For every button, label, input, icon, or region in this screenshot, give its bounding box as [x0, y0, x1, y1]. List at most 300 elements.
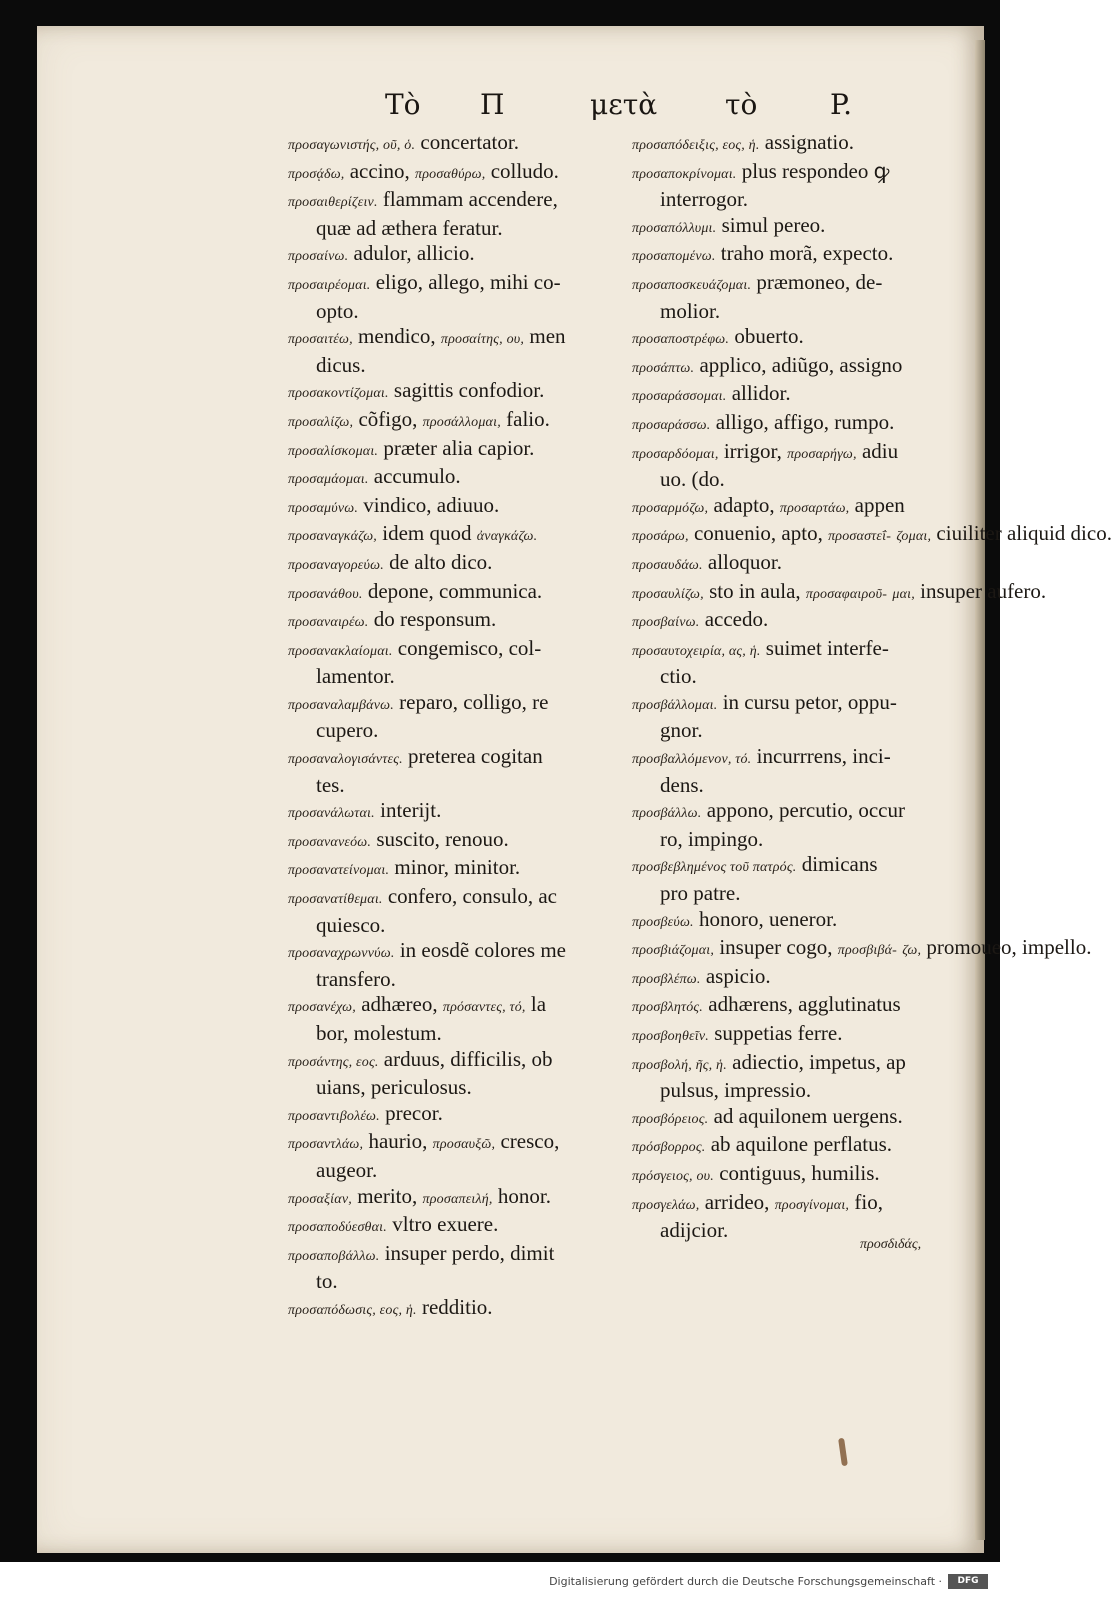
latin-gloss: confero, consulo, ac: [387, 884, 557, 909]
dictionary-entry: [632, 798, 976, 852]
latin-gloss: insuper aufero.: [920, 578, 1047, 603]
greek-headword: προσαιθερίζειν.: [288, 195, 378, 211]
greek-headword: προσαξίαν,: [288, 1191, 352, 1207]
latin-gloss: men: [529, 324, 566, 349]
greek-headword: προσβόρειος.: [632, 1111, 709, 1127]
greek-headword: ἀναγκάζω.: [476, 529, 538, 545]
entry-line: [288, 1158, 618, 1184]
latin-gloss: preterea cogitan: [408, 744, 543, 769]
dictionary-entry: [288, 324, 618, 378]
dictionary-entry: [288, 187, 618, 241]
entry-line: [632, 1218, 976, 1244]
dictionary-entry: [632, 744, 976, 798]
latin-gloss: uians, periculosus.: [316, 1075, 472, 1100]
latin-gloss: præter alia capior.: [383, 435, 535, 460]
dictionary-entry: [632, 992, 976, 1021]
entry-line: [632, 1078, 976, 1104]
greek-headword: προσαράσσω.: [632, 417, 711, 433]
dictionary-entry: [632, 607, 976, 636]
greek-headword: προσάρω,: [632, 529, 689, 545]
latin-gloss: quiesco.: [316, 912, 386, 937]
latin-gloss: honor.: [497, 1183, 551, 1208]
dictionary-entry: [632, 439, 976, 493]
dictionary-entry: [632, 521, 1112, 550]
entry-line: [632, 881, 976, 907]
latin-gloss: idem quod: [382, 521, 472, 546]
greek-headword: πρόσαντες, τό,: [442, 1000, 526, 1016]
greek-headword: προσαποσκευάζομαι.: [632, 277, 752, 293]
dictionary-entry: [632, 410, 976, 439]
greek-headword: προσαγωνιστής, οῦ, ὁ.: [288, 138, 416, 153]
latin-gloss: ciuiliter aliquid dico.: [936, 521, 1112, 546]
entry-line: [288, 299, 618, 325]
entry-line: [632, 1104, 976, 1133]
greek-headword: προσβεύω.: [632, 914, 694, 930]
latin-gloss: ab aquilone perflatus.: [710, 1132, 893, 1157]
latin-gloss: accedo.: [704, 607, 769, 632]
latin-gloss: adijcior.: [660, 1218, 729, 1243]
greek-headword: προσβάλλω.: [632, 806, 702, 822]
entry-line: [288, 353, 618, 379]
entry-line: [632, 852, 976, 881]
entry-line: [632, 521, 1112, 550]
entry-line: [632, 578, 1047, 608]
latin-gloss: obuerto.: [734, 324, 804, 349]
latin-gloss: suimet interfe-: [765, 635, 889, 660]
latin-gloss: opto.: [316, 298, 359, 323]
entry-line: [632, 773, 976, 799]
greek-headword: προσαπομένω.: [632, 249, 716, 265]
entry-line: [288, 493, 618, 522]
dictionary-entry: [632, 1132, 976, 1161]
latin-gloss: interrogor.: [660, 187, 749, 212]
running-head: [385, 88, 885, 128]
entry-line: [288, 1021, 618, 1047]
dictionary-entry: [288, 855, 618, 884]
entry-line: [288, 992, 618, 1021]
greek-headword: προσβαλλόμενον, τό.: [632, 752, 752, 768]
latin-gloss: cupero.: [316, 718, 379, 743]
entry-line: [288, 1241, 618, 1270]
latin-gloss: reparo, colligo, re: [399, 689, 549, 714]
latin-gloss: ro, impingo.: [660, 826, 764, 851]
entry-line: [632, 270, 976, 299]
dictionary-entry: [632, 852, 976, 906]
entry-line: [288, 130, 618, 159]
dictionary-entry: [288, 690, 618, 744]
entry-line: [288, 773, 618, 799]
footer-credit: Digitalisierung gefördert durch die Deutsche Forschungsgemeinschaft ·: [549, 1575, 942, 1588]
entry-line: [632, 827, 976, 853]
latin-gloss: insuper perdo, dimit: [384, 1240, 555, 1265]
greek-headword: προσαστεΐ-: [828, 529, 892, 545]
greek-headword: προσακοντίζομαι.: [288, 386, 389, 402]
greek-headword: προσβιβά-: [837, 943, 898, 959]
entry-line: [288, 884, 618, 913]
latin-gloss: do responsum.: [373, 607, 497, 632]
dictionary-entry: [632, 1190, 976, 1244]
greek-headword: προσαναγκάζω,: [288, 529, 377, 545]
entry-line: [632, 1050, 976, 1079]
dictionary-entry: [288, 1129, 618, 1183]
latin-gloss: promoueo, impello.: [926, 935, 1092, 960]
latin-gloss: bor, molestum.: [316, 1021, 442, 1045]
dictionary-entry: [632, 964, 976, 993]
latin-gloss: suppetias ferre.: [714, 1021, 843, 1045]
greek-headword: μαι,: [892, 586, 915, 602]
dictionary-entry: [288, 1184, 618, 1213]
entry-line: [288, 407, 618, 436]
greek-headword: προσβαίνω.: [632, 615, 700, 631]
dictionary-entry: [632, 690, 976, 744]
entry-line: [632, 664, 976, 690]
latin-gloss: accino,: [349, 158, 410, 183]
latin-gloss: eligo, allego, mihi co-: [375, 269, 561, 294]
dictionary-entry: [288, 436, 618, 465]
latin-gloss: arrideo,: [704, 1189, 770, 1214]
latin-gloss: transfero.: [316, 966, 396, 991]
dictionary-entry: [288, 270, 618, 324]
entry-line: [632, 493, 976, 522]
entry-line: [288, 550, 618, 579]
entry-line: [288, 378, 618, 407]
greek-headword: προσαρδόομαι,: [632, 446, 719, 462]
greek-headword: προσανανεόω.: [288, 834, 372, 850]
dictionary-entry: [632, 270, 976, 324]
greek-headword: προσαρτάω,: [779, 500, 850, 516]
greek-headword: ζω,: [902, 943, 922, 959]
entry-line: [632, 324, 976, 353]
entry-line: [288, 664, 618, 690]
entry-line: [288, 1129, 618, 1158]
latin-gloss: contiguus, humilis.: [719, 1160, 880, 1185]
greek-headword: πρόσγειος, ου.: [632, 1168, 714, 1184]
dictionary-entry: [288, 884, 618, 938]
greek-headword: προσαμάομαι.: [288, 472, 369, 488]
greek-headword: προσαναλαμβάνω.: [288, 697, 394, 713]
greek-headword: προσαπόλλυμι.: [632, 220, 717, 236]
latin-gloss: adiectio, impetus, ap: [732, 1049, 906, 1074]
greek-headword: προσαίνω.: [288, 249, 349, 265]
dictionary-entry: [632, 241, 976, 270]
right-column: [632, 130, 1112, 1244]
dictionary-entry: [632, 1021, 976, 1050]
entry-line: [288, 690, 618, 719]
latin-gloss: accumulo.: [373, 464, 461, 489]
latin-gloss: alloquor.: [707, 549, 782, 574]
dictionary-entry: [288, 1212, 618, 1241]
latin-gloss: plus respondeo ꝙ: [741, 158, 890, 183]
dictionary-entry: [288, 464, 618, 493]
dictionary-entry: [288, 1241, 618, 1295]
greek-headword: προσβολή, ῆς, ἡ.: [632, 1057, 727, 1073]
greek-headword: προσγελάω,: [632, 1197, 700, 1213]
latin-gloss: sto in aula,: [709, 578, 801, 603]
entry-line: [288, 187, 618, 216]
entry-line: [632, 213, 976, 242]
latin-gloss: congemisco, col-: [397, 635, 542, 660]
entry-line: [632, 381, 976, 410]
entry-line: [288, 967, 618, 993]
latin-gloss: incurrrens, inci-: [756, 744, 891, 769]
latin-gloss: simul pereo.: [721, 212, 826, 237]
greek-headword: προσαθύρω,: [415, 166, 486, 182]
entry-line: [632, 935, 1092, 964]
greek-headword: προσαυτοχειρία, ας, ἡ.: [632, 643, 761, 659]
greek-headword: προσάπτω.: [632, 360, 695, 376]
dictionary-entry: [632, 550, 976, 579]
dictionary-entry: [288, 827, 618, 856]
greek-headword: προσβοηθεῖν.: [632, 1029, 709, 1044]
latin-gloss: cõfigo,: [358, 406, 418, 431]
entry-line: [288, 159, 618, 188]
page-edge: [975, 40, 985, 1540]
entry-line: [288, 521, 618, 550]
entry-line: [632, 798, 976, 827]
dictionary-entry: [288, 521, 618, 550]
greek-headword: προσβλητός.: [632, 1000, 704, 1016]
dictionary-entry: [288, 607, 618, 636]
greek-headword: πρόσβορρος.: [632, 1140, 706, 1156]
latin-gloss: precor.: [385, 1100, 443, 1125]
greek-headword: προσβλέπω.: [632, 971, 701, 987]
latin-gloss: appono, percutio, occur: [706, 798, 905, 823]
greek-headword: προσαμύνω.: [288, 500, 359, 516]
latin-gloss: depone, communica.: [367, 578, 543, 603]
latin-gloss: irrigor,: [723, 438, 782, 463]
dictionary-entry: [632, 578, 1047, 608]
greek-headword: προσανέχω,: [288, 1000, 356, 1016]
latin-gloss: sagittis confodior.: [393, 378, 545, 403]
entry-line: [632, 187, 976, 213]
footer: [0, 1565, 1000, 1599]
entry-line: [288, 270, 618, 299]
latin-gloss: pulsus, impressio.: [660, 1078, 812, 1103]
dictionary-entry: [632, 636, 976, 690]
greek-headword: προσαποστρέφω.: [632, 332, 730, 348]
latin-gloss: adiu: [861, 438, 899, 463]
entry-line: [288, 216, 618, 242]
greek-headword: προσαιτέω,: [288, 332, 353, 348]
latin-gloss: quæ ad æthera feratur.: [316, 215, 503, 240]
latin-gloss: in eosdẽ colores me: [399, 938, 567, 963]
latin-gloss: uo. (do.: [660, 467, 725, 492]
latin-gloss: traho morã, expecto.: [720, 241, 894, 266]
greek-headword: προσαποβάλλω.: [288, 1248, 380, 1264]
latin-gloss: alligo, affigo, rumpo.: [715, 409, 895, 434]
latin-gloss: appen: [854, 492, 905, 517]
latin-gloss: vltro exuere.: [392, 1212, 499, 1237]
entry-line: [632, 1021, 976, 1050]
dictionary-entry: [288, 744, 618, 798]
entry-line: [632, 636, 976, 665]
entry-line: [288, 1101, 618, 1130]
entry-line: [288, 855, 618, 884]
entry-line: [288, 798, 618, 827]
running-head-segment: τὸ: [725, 88, 758, 121]
dictionary-entry: [288, 798, 618, 827]
latin-gloss: adhæreo,: [361, 992, 438, 1017]
latin-gloss: arduus, difficilis, ob: [383, 1046, 553, 1071]
entry-line: [632, 241, 976, 270]
entry-line: [632, 718, 976, 744]
latin-gloss: molior.: [660, 298, 721, 323]
greek-headword: προσᾴδω,: [288, 166, 345, 182]
latin-gloss: assignatio.: [764, 130, 855, 154]
latin-gloss: ad aquilonem uergens.: [713, 1103, 903, 1128]
dictionary-entry: [288, 938, 618, 992]
latin-gloss: honoro, ueneror.: [699, 906, 838, 931]
dictionary-entry: [632, 907, 976, 936]
dictionary-entry: [632, 1161, 976, 1190]
latin-gloss: dicus.: [316, 352, 366, 377]
latin-gloss: pro patre.: [660, 881, 741, 906]
entry-line: [632, 439, 976, 468]
greek-headword: προσανατίθεμαι.: [288, 892, 383, 908]
latin-gloss: insuper cogo,: [719, 935, 833, 960]
latin-gloss: falio.: [506, 406, 550, 431]
greek-headword: προσαντλάω,: [288, 1137, 364, 1153]
entry-line: [288, 1295, 618, 1324]
latin-gloss: in cursu petor, oppu-: [722, 689, 897, 714]
dfg-logo-icon: DFG: [948, 1574, 988, 1589]
entry-line: [288, 718, 618, 744]
running-head-segment: μετὰ: [590, 88, 658, 121]
dictionary-entry: [632, 493, 976, 522]
greek-headword: προσαποκρίνομαι.: [632, 166, 737, 182]
latin-gloss: allidor.: [731, 381, 791, 406]
latin-gloss: adapto,: [713, 492, 775, 517]
entry-line: [288, 324, 618, 353]
latin-gloss: colludo.: [490, 158, 559, 183]
entry-line: [288, 938, 618, 967]
left-column: [288, 130, 618, 1324]
entry-line: [288, 464, 618, 493]
greek-headword: προσανατείνομαι.: [288, 863, 390, 879]
latin-gloss: cresco,: [500, 1129, 560, 1154]
latin-gloss: de alto dico.: [389, 549, 493, 574]
dictionary-entry: [632, 324, 976, 353]
latin-gloss: ctio.: [660, 664, 697, 689]
dictionary-entry: [288, 1295, 618, 1324]
latin-gloss: adhærens, agglutinatus: [708, 992, 901, 1017]
greek-headword: προσαναγορεύω.: [288, 557, 384, 573]
latin-gloss: lamentor.: [316, 664, 395, 689]
latin-gloss: interijt.: [380, 798, 442, 823]
entry-line: [288, 579, 618, 608]
greek-headword: προσβιάζομαι,: [632, 943, 715, 959]
greek-headword: προσαπόδειξις, εος, ἡ.: [632, 138, 760, 153]
running-head-segment: Π: [480, 88, 505, 121]
dictionary-entry: [288, 407, 618, 436]
dictionary-entry: [288, 1047, 618, 1101]
latin-gloss: vindico, adiuuo.: [363, 492, 500, 517]
greek-headword: προσαναιρέω.: [288, 615, 369, 631]
entry-line: [288, 1269, 618, 1295]
dictionary-entry: [632, 159, 976, 213]
greek-headword: προσαιρέομαι.: [288, 277, 371, 293]
greek-headword: προσαίτης, ου,: [440, 332, 525, 348]
latin-gloss: minor, minitor.: [394, 855, 521, 880]
entry-line: [632, 607, 976, 636]
greek-headword: προσαρήγω,: [787, 446, 857, 462]
dictionary-entry: [288, 378, 618, 407]
entry-line: [632, 467, 976, 493]
dictionary-entry: [632, 213, 976, 242]
dictionary-entry: [632, 1050, 976, 1104]
greek-headword: προσαφαιροῦ-: [805, 586, 888, 602]
latin-gloss: gnor.: [660, 718, 703, 743]
dictionary-entry: [288, 550, 618, 579]
greek-headword: προσαράσσομαι.: [632, 389, 727, 405]
entry-line: [288, 607, 618, 636]
entry-line: [632, 299, 976, 325]
latin-gloss: dens.: [660, 772, 704, 797]
entry-line: [632, 130, 976, 159]
latin-gloss: fio,: [854, 1189, 883, 1214]
entry-line: [288, 744, 618, 773]
running-head-segment: Tὸ: [385, 88, 421, 121]
greek-headword: ζομαι,: [896, 529, 932, 545]
latin-gloss: aspicio.: [705, 963, 771, 988]
greek-headword: προσαρμόζω,: [632, 500, 709, 516]
dictionary-entry: [288, 493, 618, 522]
greek-headword: προσαλίζω,: [288, 414, 354, 430]
greek-headword: προσαναλογισάντες.: [288, 752, 403, 768]
dictionary-entry: [288, 1101, 618, 1130]
entry-line: [288, 1075, 618, 1101]
dictionary-entry: [288, 579, 618, 608]
greek-headword: προσαναχρωννύω.: [288, 946, 395, 962]
greek-headword: προσάλλομαι,: [422, 414, 501, 430]
entry-line: [632, 159, 976, 188]
greek-headword: προσαυδάω.: [632, 557, 703, 573]
greek-headword: προσβεβλημένος τοῦ πατρός.: [632, 860, 797, 876]
greek-headword: προσανάθου.: [288, 586, 363, 602]
dictionary-entry: [288, 130, 618, 159]
greek-headword: προσαυλίζω,: [632, 586, 704, 602]
latin-gloss: conuenio, apto,: [693, 521, 823, 546]
entry-line: [632, 964, 976, 993]
entry-line: [288, 827, 618, 856]
greek-headword: προσανακλαίομαι.: [288, 643, 393, 659]
greek-headword: προσαπειλή,: [422, 1191, 493, 1207]
latin-gloss: merito,: [357, 1183, 418, 1208]
entry-line: [288, 241, 618, 270]
latin-gloss: adulor, allicio.: [353, 241, 475, 266]
greek-headword: προσαντιβολέω.: [288, 1108, 380, 1124]
entry-line: [632, 550, 976, 579]
latin-gloss: dimicans: [801, 852, 878, 877]
entry-line: [632, 353, 976, 382]
entry-line: [288, 1212, 618, 1241]
latin-gloss: præmoneo, de-: [756, 269, 883, 294]
entry-line: [288, 636, 618, 665]
latin-gloss: suscito, renouo.: [376, 826, 509, 851]
entry-line: [288, 436, 618, 465]
running-head-segment: P.: [830, 88, 853, 121]
entry-line: [632, 1132, 976, 1161]
latin-gloss: la: [530, 992, 547, 1017]
entry-line: [632, 1161, 976, 1190]
dictionary-entry: [632, 130, 976, 159]
dictionary-entry: [288, 992, 618, 1046]
entry-line: [632, 744, 976, 773]
entry-line: [288, 913, 618, 939]
dictionary-entry: [632, 353, 976, 382]
dictionary-entry: [632, 381, 976, 410]
entry-line: [632, 410, 976, 439]
